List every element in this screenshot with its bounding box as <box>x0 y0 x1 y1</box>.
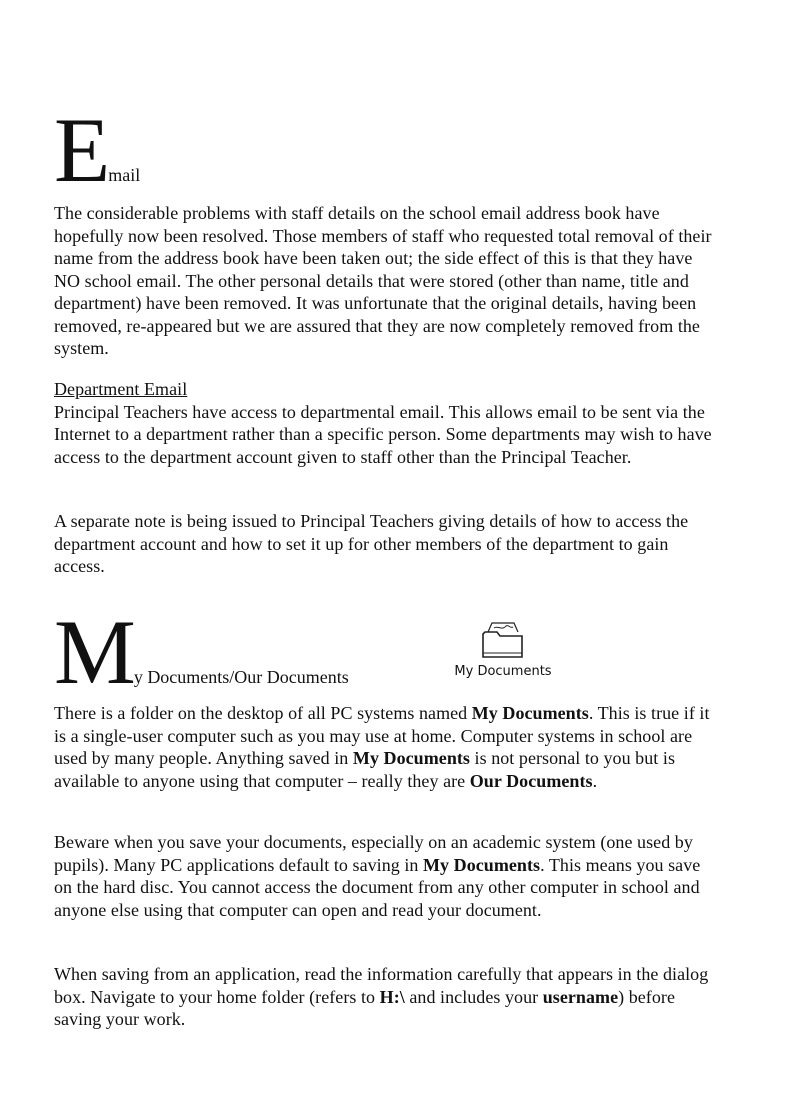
docs-p2-bold-1: My Documents <box>423 854 541 875</box>
docs-p1-bold-2: My Documents <box>352 748 470 768</box>
email-paragraph-2: Principal Teachers have access to departmental email. This allows email to be sent via the Internet to a department rather than a specific person. Some departments may wish to have access to the department account given to staff other than the Principal Teacher. <box>54 401 712 467</box>
folder-icon <box>480 620 526 660</box>
docs-dropcap: M <box>54 601 136 703</box>
docs-p3-text-1: When saving from an application, read the information carefully that appears in the dialog box. Navigate to your home folder (refers to <box>54 964 709 1007</box>
docs-p1-text-3: is not personal to you but is available to anyone using that computer – really they are <box>54 748 675 791</box>
docs-paragraph-2 <box>54 831 714 921</box>
email-paragraph-3: A separate note is being issued to Principal Teachers giving details of how to access the department account and how to set it up for other members of the department to gain access. <box>54 511 689 576</box>
docs-heading <box>54 601 349 703</box>
my-documents-desktop-icon <box>448 620 558 692</box>
email-heading <box>54 99 141 201</box>
docs-p1-text-2: . This is true if it is a single-user computer such as you may use at home. Computer systems in school are used by many people. Anything saved in <box>54 703 710 768</box>
email-heading-rest: mail <box>108 165 141 185</box>
docs-p2-text-1: Beware when you save your documents, especially on an academic system (one used by pupils). Many PC applications default to saving in <box>54 832 693 875</box>
department-email-block <box>54 378 714 468</box>
docs-p3-text-2: and includes your <box>404 986 543 1007</box>
docs-p3-bold-1: H:\ <box>379 986 405 1007</box>
my-documents-icon-label: My Documents <box>454 664 552 679</box>
docs-paragraph-1 <box>54 702 714 792</box>
docs-p2-text-2: . This means you save on the hard disc. You cannot access the document from any other computer in school and anyone else using that computer can open and read your document. <box>54 854 701 920</box>
docs-paragraph-3 <box>54 963 714 1031</box>
docs-heading-rest: y Documents/Our Documents <box>133 667 349 687</box>
email-dropcap: E <box>54 99 111 201</box>
docs-p1-bold-3: Our Documents <box>469 770 593 791</box>
docs-p1-text-1: There is a folder on the desktop of all PC systems named <box>54 703 472 723</box>
email-paragraph-1: The considerable problems with staff details on the school email address book have hopefully now been resolved. Those members of staff who requested total removal of their name from the address book have been taken out; the side effect of this is that they have NO school email. The other personal details that were stored (other than name, title and department) have been removed. It was unfortunate that the original details, having been removed, re-appeared but we are assured that they are now completely removed from the system. <box>54 203 712 358</box>
department-email-subhead: Department Email <box>54 379 188 399</box>
docs-p3-bold-2: username <box>542 986 619 1007</box>
docs-p3-text-3: ) before saving your work. <box>54 986 675 1029</box>
docs-p1-bold-1: My Documents <box>471 703 589 723</box>
docs-p1-text-4: . <box>592 770 598 791</box>
